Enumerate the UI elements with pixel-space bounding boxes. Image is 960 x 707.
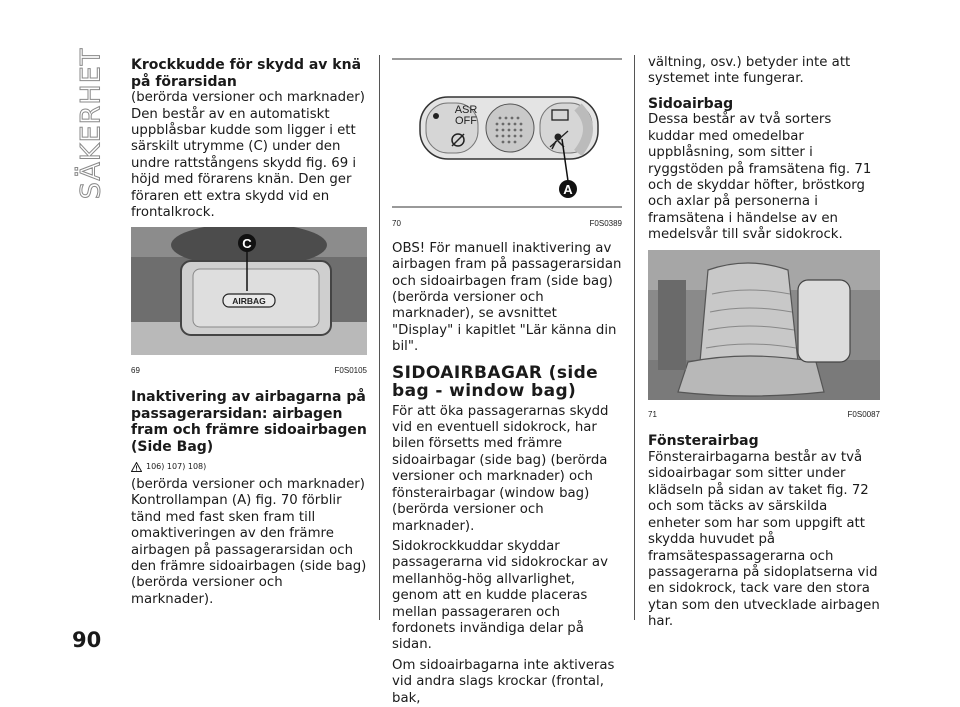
figure-69-code: F0S0105 (334, 365, 367, 375)
warning-ref-list: 106) 107) 108) (146, 461, 207, 471)
column-3 (648, 55, 880, 631)
figure-70-caption (392, 216, 622, 232)
figure-69-caption (131, 363, 367, 379)
heading-sidoairbag: Sidoairbag (648, 95, 734, 112)
text-continuation: vältning, osv.) betyder inte att systemet inte fungerar. (648, 55, 851, 87)
text-side-airbags-activation: Om sidoairbagarna inte aktiveras vid andra slags krockar (frontal, bak, (392, 657, 615, 706)
page-number: 90 (72, 628, 102, 652)
text-side-airbags-intro: För att öka passagerarnas skydd vid en eventuell sidokrock, har bilen försetts med främre sidoairbagar (side bag) (berörda versioner och marknader) och fönsterairbagar (window bag) (berörda versioner och marknader). (392, 403, 609, 534)
text-side-airbags-protection: Sidokrockkuddar skyddar passagerarna vid sidokrockar av mellanhög-hög allvarlighet, genom att en kudde placeras mellan passageraren och fordonets invändiga delar på sidan. (392, 538, 608, 653)
figure-71-number: 71 (648, 410, 657, 420)
column-divider-2 (634, 55, 635, 620)
text-note-manual-deactivation: OBS! För manuell inaktivering av airbagen fram på passagerarsidan och sidoairbagen fram (side bag) (berörda versioner och marknader), se avsnittet "Display" i kapitlet "Lär känna din bil". (392, 240, 622, 355)
airbag-badge: AIRBAG (232, 296, 266, 307)
heading-knee-airbag: Krockkudde för skydd av knä på förarsidan (131, 57, 362, 90)
asr-label-line2: OFF (455, 115, 477, 127)
figure-71-code: F0S0087 (847, 410, 880, 420)
column-divider-1 (379, 55, 380, 620)
column-2 (392, 57, 622, 707)
column-1 (131, 57, 367, 608)
figure-71 (648, 250, 880, 424)
text-deactivation: (berörda versioner och marknader) Kontrollampan (A) fig. 70 förblir tänd med fast sken fram till omaktiveringen av den främre airbagen på passagerarsidan och den främre sidoairbagen (side bag) (berörda versioner och marknader). (131, 477, 367, 607)
asr-label-line1: ASR (454, 104, 478, 116)
section-tab (75, 47, 107, 199)
section-tab-label: SÄKERHET (75, 47, 107, 199)
button-panel-illustration (392, 57, 622, 209)
figure-69 (131, 227, 367, 379)
heading-deactivation: Inaktivering av airbagarna på passagerarsidan: airbagen fram och främre sidoairbagen (Side Bag) (131, 389, 367, 456)
text-sidoairbag: Dessa består av två sorters kuddar med omedelbar uppblåsning, som sitter i ryggstöden på framsätena fig. 71 och de skyddar höfter, bröstkorg och axlar på personerna i framsätena i händelse av en medelsvår till svår sidokrock. (648, 112, 872, 243)
side-airbag-cushion (798, 280, 850, 362)
knee-airbag-illustration (131, 227, 367, 355)
text-window-airbag: Fönsterairbagarna består av två sidoairbagar som sitter under klädseln på sidan av taket fig. 72 och som täcks av särskilda enheter som har som uppgift att skydda huvudet på framsätespassagerarna och passagerarna på sidoplatserna vid en sidokrock, tack vare den stora ytan som den utvecklade airbagen har. (648, 450, 880, 630)
text-knee-airbag: (berörda versioner och marknader) Den består av en automatiskt uppblåsbar kudde som ligger i ett särskilt utrymme (C) under den undre rattstångens skydd fig. 69 i höjd med förarens knän. Den ger föraren ett extra skydd vid en frontalkrock. (131, 90, 365, 221)
warning-triangle-icon (131, 462, 142, 472)
heading-side-airbags: SIDOAIRBAGAR (side bag - window bag) (392, 362, 599, 401)
warning-refs (131, 459, 367, 475)
callout-c-label: C (242, 236, 252, 252)
callout-a-label: A (563, 182, 573, 197)
seat-illustration (648, 250, 880, 400)
figure-70-code: F0S0389 (589, 219, 622, 229)
figure-70 (392, 57, 622, 233)
figure-69-number: 69 (131, 365, 140, 375)
heading-window-airbag: Fönsterairbag (648, 433, 759, 450)
figure-71-caption (648, 407, 880, 423)
figure-70-number: 70 (392, 219, 401, 229)
